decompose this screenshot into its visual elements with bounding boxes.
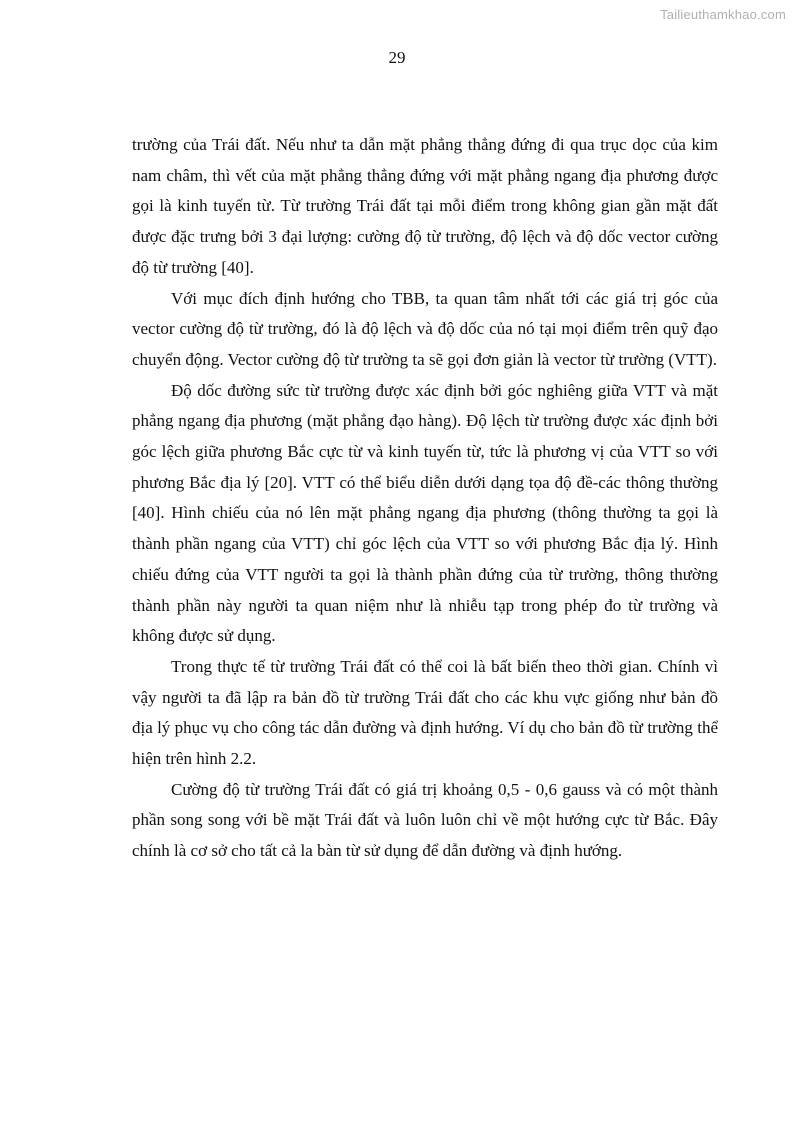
paragraph: Trong thực tế từ trường Trái đất có thể coi là bất biến theo thời gian. Chính vì vậy người ta đã lập ra bản đồ từ trường Trái đất cho các khu vực giống như bản đồ địa lý phục vụ cho công tác dẫn đường và định hướng. Ví dụ cho bản đồ từ trường thể hiện trên hình 2.2.: [132, 656, 718, 769]
watermark: Tailieuthamkhao.com: [660, 7, 786, 22]
paragraph: trường của Trái đất. Nếu như ta dẫn mặt phẳng thẳng đứng đi qua trục dọc của kim nam châm, thì vết của mặt phẳng thẳng đứng với mặt phẳng ngang địa phương được gọi là kinh tuyến từ. Từ trường Trái đất tại mỗi điểm trong không gian gần mặt đất được đặc trưng bởi 3 đại lượng: cường độ từ trường, độ lệch và độ dốc vector cường độ từ trường [40].: [132, 135, 718, 277]
page-number: 29: [388, 48, 406, 67]
paragraph: Cường độ từ trường Trái đất có giá trị khoảng 0,5 - 0,6 gauss và có một thành phần song song với bề mặt Trái đất và luôn luôn chỉ về một hướng cực từ Bắc. Đây chính là cơ sở cho tất cả la bàn từ sử dụng để dẫn đường và định hướng.: [132, 779, 718, 861]
document-body: [132, 130, 718, 867]
paragraph: Độ dốc đường sức từ trường được xác định bởi góc nghiêng giữa VTT và mặt phẳng ngang địa phương (mặt phẳng đạo hàng). Độ lệch từ trường được xác định bởi góc lệch giữa phương Bắc cực từ và kinh tuyến từ, tức là phương vị của VTT so với phương Bắc địa lý [20]. VTT có thể biểu diễn dưới dạng tọa độ đề-các thông thường [40]. Hình chiếu của nó lên mặt phẳng ngang địa phương (thông thường ta gọi là thành phần ngang của VTT) chỉ góc lệch của VTT so với phương Bắc địa lý. Hình chiếu đứng của VTT người ta gọi là thành phần đứng của từ trường, thông thường thành phần này người ta quan niệm như là nhiễu tạp trong phép đo từ trường và không được sử dụng.: [132, 380, 718, 646]
paragraph: Với mục đích định hướng cho TBB, ta quan tâm nhất tới các giá trị góc của vector cường độ từ trường, đó là độ lệch và độ dốc của nó tại mọi điểm trên quỹ đạo chuyển động. Vector cường độ từ trường ta sẽ gọi đơn giản là vector từ trường (VTT).: [132, 288, 718, 369]
